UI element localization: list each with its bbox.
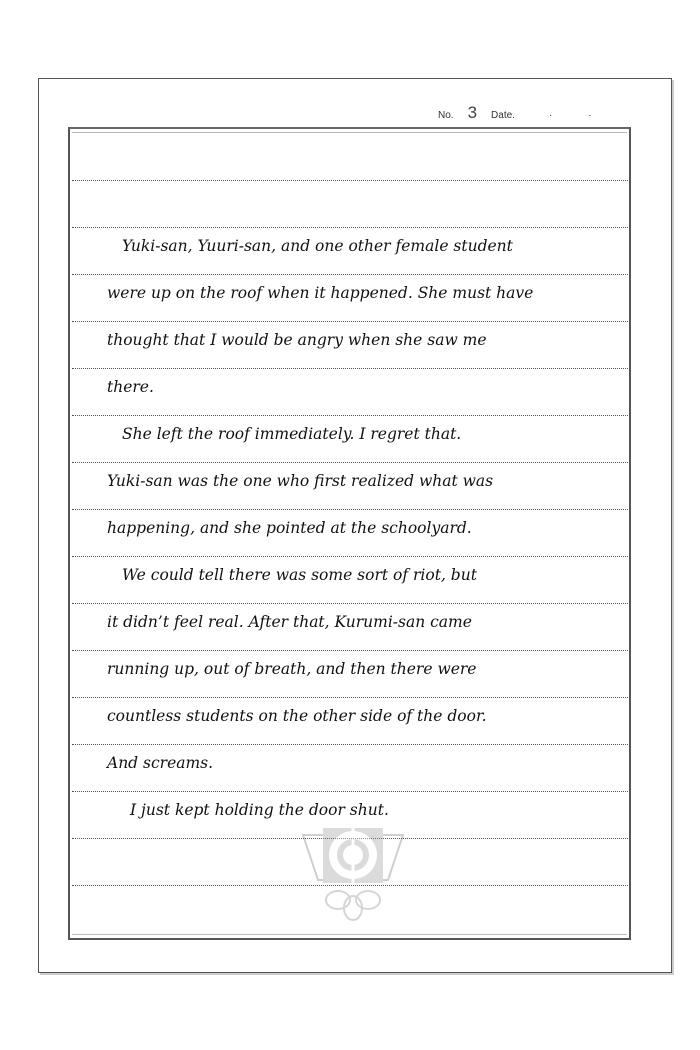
ruled-line	[72, 744, 628, 745]
ruled-line	[72, 227, 628, 228]
ruled-line	[72, 697, 628, 698]
school-emblem-watermark	[298, 820, 408, 930]
ruled-line	[72, 321, 628, 322]
ruled-line	[72, 791, 628, 792]
date-label: Date.	[491, 110, 515, 121]
handwritten-line: thought that I would be angry when she saw me	[107, 331, 487, 349]
ruled-line	[72, 603, 628, 604]
handwritten-line: there.	[107, 378, 154, 396]
handwritten-line: We could tell there was some sort of riot, but	[122, 566, 477, 584]
handwritten-line: I just kept holding the door shut.	[130, 801, 389, 819]
handwritten-line: happening, and she pointed at the schoolyard.	[107, 519, 472, 537]
date-separator: ·	[588, 110, 592, 121]
handwritten-line: Yuki-san, Yuuri-san, and one other female student	[122, 237, 513, 255]
ruled-line	[72, 509, 628, 510]
number-label: No.	[438, 110, 454, 121]
ruled-line	[72, 415, 628, 416]
page-number: 3	[467, 103, 478, 122]
handwritten-line: And screams.	[107, 754, 214, 772]
ruled-line	[72, 368, 628, 369]
ruled-line	[72, 650, 628, 651]
ruled-line	[72, 462, 628, 463]
handwritten-line: it didn’t feel real. After that, Kurumi-san came	[107, 613, 472, 631]
page-header	[438, 103, 592, 123]
ruled-line	[72, 180, 628, 181]
ruled-line	[72, 556, 628, 557]
ruled-line	[72, 274, 628, 275]
handwritten-line: Yuki-san was the one who first realized what was	[107, 472, 494, 490]
handwritten-line: countless students on the other side of the door.	[107, 707, 487, 725]
handwritten-line: running up, out of breath, and then there were	[107, 660, 477, 678]
date-separator: ·	[548, 110, 553, 121]
handwritten-line: were up on the roof when it happened. She must have	[107, 284, 534, 302]
handwritten-line: She left the roof immediately. I regret that.	[122, 425, 462, 443]
